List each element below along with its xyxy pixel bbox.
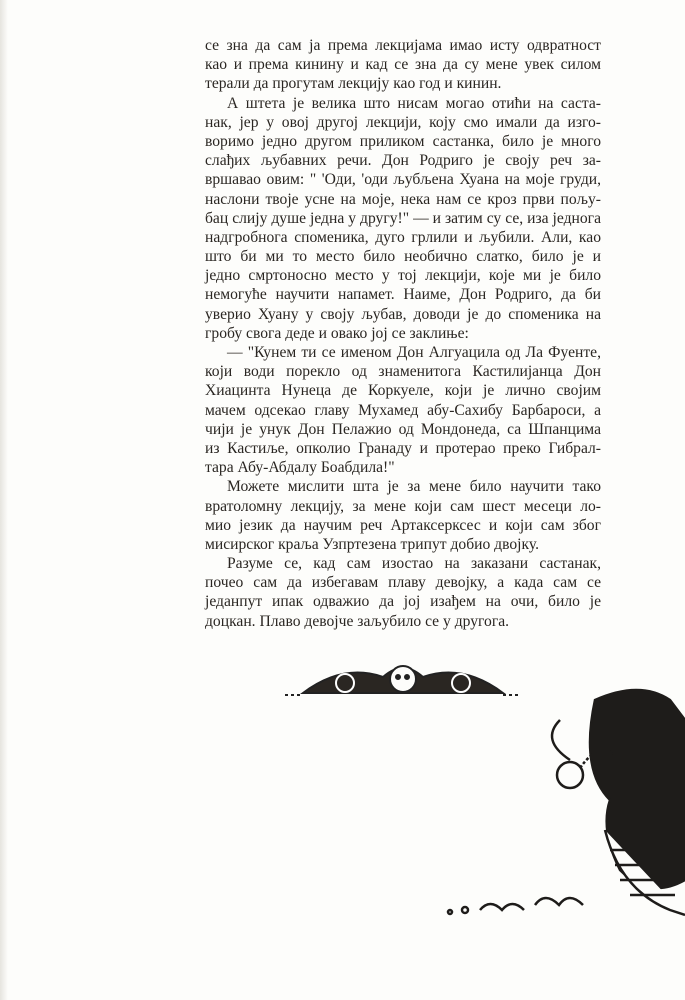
text-line: Можете мислити шта је за мене било научити тако (227, 478, 601, 496)
text-line: нак, јер у овој другој лекцији, коју смо имали да изго- (205, 113, 601, 131)
text-line: немогуће научити напамет. Наиме, Дон Родриго, да би (205, 286, 601, 304)
text-line: Хиацинта Нунеца де Коркуеле, који је лично својим (205, 382, 601, 400)
text-line: једно смртоносно место у тој лекцији, које ми је било (205, 267, 601, 285)
text-line: као и према кинину и кад се зна да су мене увек силом (205, 56, 601, 74)
text-line: наслони твоје усне на моје, нека нам се кроз први пољу- (205, 190, 601, 208)
text-line: чији је унук Дон Пелажио од Мондонеда, са Шпанцима (205, 420, 601, 438)
text-line: надгробнога споменика, дуго грлили и љубили. Али, као (205, 228, 601, 246)
text-line: тара Абу-Абдалу Боабдила!" (205, 459, 395, 477)
text-line: што би ми то место било необично слатко, било је и (205, 248, 601, 266)
text-line: почео сам да избегавам плаву девојку, а када сам се (205, 574, 601, 592)
text-line: — "Кунем ти се именом Дон Алгуацила од Ла Фуенте, (227, 344, 601, 361)
text-line: воримо једно другом приликом састанка, било је много (205, 132, 601, 150)
text-line: А штета је велика што нисам могао отићи на саста- (227, 94, 601, 112)
text-line: вршавао овим: " 'Оди, 'оди љубљена Хуана на моје груди, (205, 171, 601, 189)
text-line: терали да прогутам лекцију као год и кинин. (205, 75, 502, 93)
text-line: мио језик да научим реч Артаксерксес и који сам због (205, 516, 601, 534)
text-line: који води порекло од знаменитога Кастилијанца Дон (205, 363, 601, 381)
text-line: једанпут ипак одважио да јој изађем на очи, било је (205, 593, 601, 611)
text-line: вратоломну лекцију, за мене који сам шест месеци ло- (205, 497, 601, 515)
text-line: из Кастиље, опколио Гранаду и протерао преко Гибрал- (205, 439, 601, 457)
text-line: уверио Хуану у своју љубав, доводи је до споменика на (205, 305, 601, 323)
text-line: бац слију душе једна у другу!" — и затим су се, иза једнога (205, 209, 601, 227)
text-line: слађих љубавних речи. Дон Родриго је своју реч за- (205, 152, 601, 170)
text-line: доцкан. Плаво девојче заљубило се у другога. (205, 612, 510, 630)
text-line: гробу свога деде и овако јој се заклиње: (205, 324, 469, 342)
text-line: мачем одсекао главу Мухамед абу-Сахибу Барбароси, а (205, 401, 601, 419)
text-line: мисирског краља Узпртезена трипут добио двојку. (205, 535, 539, 553)
text-line: Разуме се, кад сам изостао на заказани састанак, (227, 555, 601, 573)
body-text (205, 36, 601, 631)
running-figure-illustration (420, 680, 685, 940)
page-edge (0, 0, 8, 1000)
text-line: се зна да сам ја према лекцијама имао исту одвратност (205, 37, 601, 54)
